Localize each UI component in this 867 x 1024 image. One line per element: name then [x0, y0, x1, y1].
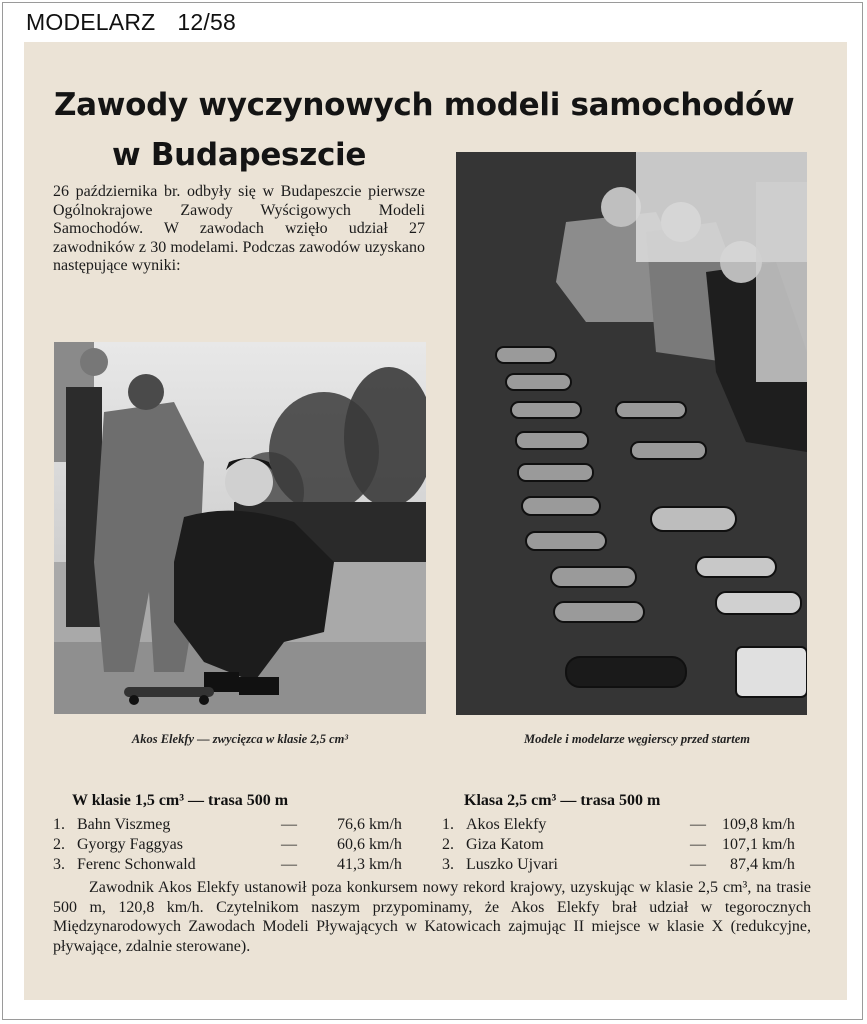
- dash: —: [690, 856, 706, 873]
- dash: —: [690, 836, 706, 853]
- competitor-name: Ferenc Schonwald: [77, 856, 196, 873]
- place: 3.: [53, 856, 65, 873]
- class-a-results-table: [53, 815, 418, 875]
- table-row: [53, 815, 418, 835]
- article-page: [24, 42, 847, 1000]
- magazine-name: MODELARZ: [26, 9, 156, 35]
- speed-value: 60,6: [337, 836, 365, 853]
- title-line-1: Zawody wyczynowych modeli samochodów: [54, 87, 795, 123]
- place: 2.: [442, 836, 454, 853]
- speed-value: 107,1: [722, 836, 758, 853]
- speed-unit: km/h: [762, 856, 795, 873]
- speed-value: 109,8: [722, 816, 758, 833]
- table-row: [53, 855, 418, 875]
- issue-number: 12/58: [177, 9, 236, 35]
- speed-value: 87,4: [730, 856, 758, 873]
- dash: —: [281, 836, 297, 853]
- title-line-2: w Budapeszcie: [112, 137, 367, 173]
- table-row: [442, 815, 810, 835]
- competitor-name: Gyorgy Faggyas: [77, 836, 183, 853]
- closing-paragraph: Zawodnik Akos Elekfy ustanowił poza konkursem nowy rekord krajowy, uzyskując w klasie 2,5 cm³, na trasie 500 m, 120,8 km/h. Czytelnikom naszym przypominamy, że Akos Elekfy brał udział w tegorocznych Międzynarodowych Zawodach Modeli Pływających w Katowicach zajmując II miejsce w klasie X (redukcyjne, pływające, zdalnie sterowane).: [53, 879, 811, 955]
- class-b-heading: Klasa 2,5 cm³ — trasa 500 m: [464, 792, 661, 809]
- page-header: [26, 9, 236, 36]
- photo-models: [456, 152, 807, 715]
- speed-unit: km/h: [369, 856, 402, 873]
- place: 2.: [53, 836, 65, 853]
- dash: —: [690, 816, 706, 833]
- speed-unit: km/h: [762, 836, 795, 853]
- dash: —: [281, 816, 297, 833]
- class-a-heading: W klasie 1,5 cm³ — trasa 500 m: [72, 792, 289, 809]
- table-row: [442, 835, 810, 855]
- table-row: [53, 835, 418, 855]
- competitor-name: Akos Elekfy: [466, 816, 547, 833]
- class-b-results-table: [442, 815, 810, 875]
- photo-winner-caption: Akos Elekfy — zwycięzca w klasie 2,5 cm³: [131, 732, 349, 746]
- intro-paragraph: 26 października br. odbyły się w Budapeszcie pierwsze Ogólnokrajowe Zawody Wyścigowych Modeli Samochodów. W zawodach wzięło udział 27 zawodników z 30 modelami. Podczas zawodów uzyskano następujące wyniki:: [53, 183, 425, 275]
- speed-unit: km/h: [369, 816, 402, 833]
- table-row: [442, 855, 810, 875]
- competitor-name: Giza Katom: [466, 836, 544, 853]
- speed-unit: km/h: [762, 816, 795, 833]
- photo-models-caption: Modele i modelarze węgierscy przed startem: [523, 732, 750, 746]
- competitor-name: Luszko Ujvari: [466, 856, 558, 873]
- speed-value: 76,6: [337, 816, 365, 833]
- place: 1.: [442, 816, 454, 833]
- speed-unit: km/h: [369, 836, 402, 853]
- speed-value: 41,3: [337, 856, 365, 873]
- place: 3.: [442, 856, 454, 873]
- competitor-name: Bahn Viszmeg: [77, 816, 171, 833]
- photo-winner: [54, 342, 426, 714]
- place: 1.: [53, 816, 65, 833]
- dash: —: [281, 856, 297, 873]
